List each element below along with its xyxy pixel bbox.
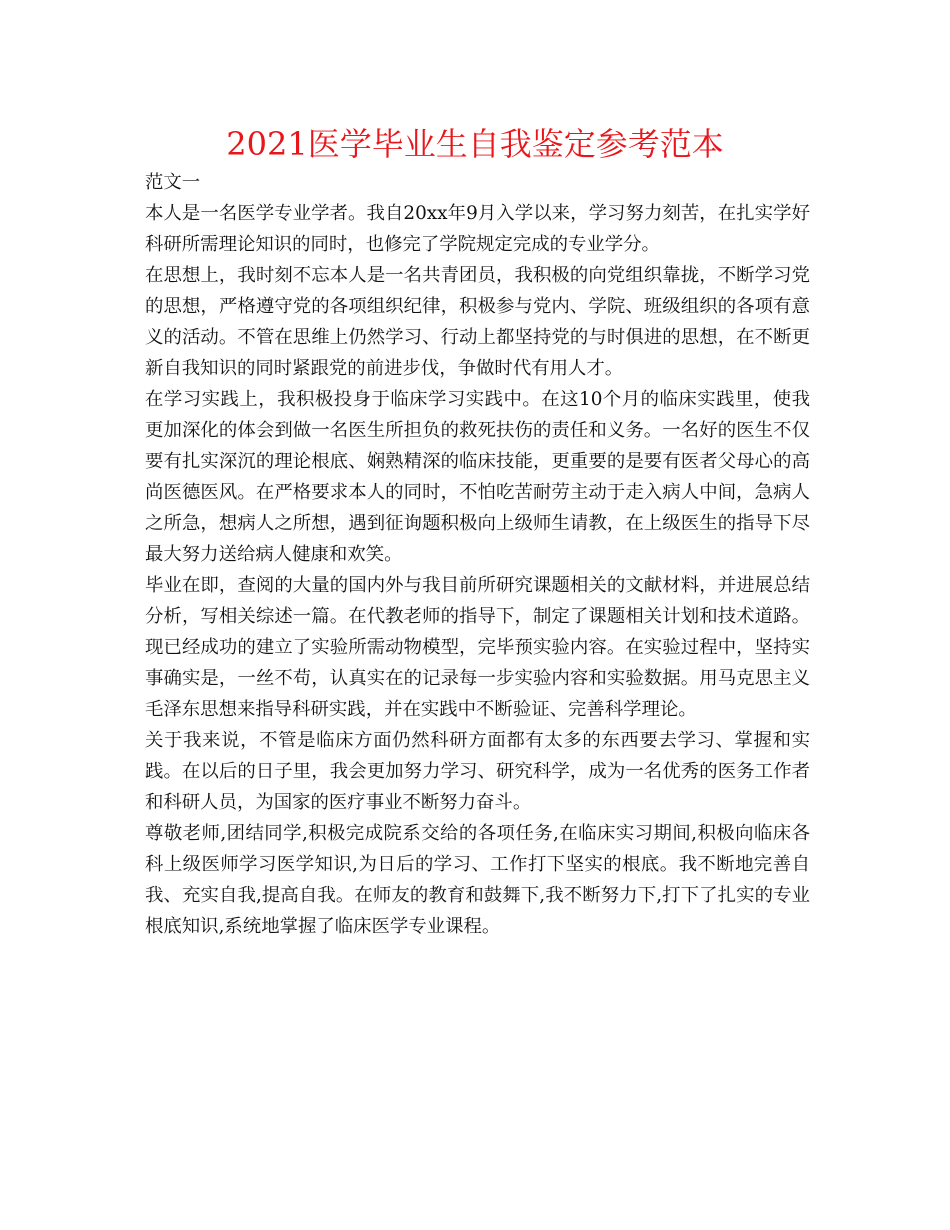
paragraph: 尊敬老师,团结同学,积极完成院系交给的各项任务,在临床实习期间,积极向临床各科上级医师学习医学知识,为日后的学习、工作打下坚实的根底。我不断地完善自我、充实自我,提高自我。在师友的教育和鼓舞下,我不断努力下,打下了扎实的专业根底知识,系统地掌握了临床医学专业课程。: [145, 823, 810, 937]
document-body: [145, 167, 810, 942]
paragraph: 毕业在即，查阅的大量的国内外与我目前所研究课题相关的文献材料，并进展总结分析，写相关综述一篇。在代教老师的指导下，制定了课题相关计划和技术道路。现已经成功的建立了实验所需动物模型，完毕预实验内容。在实验过程中，坚持实事确实是，一丝不苟，认真实在的记录每一步实验内容和实验数据。用马克思主义毛泽东思想来指导科研实践，并在实践中不断验证、完善科学理论。: [145, 575, 810, 720]
paragraph: 关于我来说，不管是临床方面仍然科研方面都有太多的东西要去学习、掌握和实践。在以后的日子里，我会更加努力学习、研究科学，成为一名优秀的医务工作者和科研人员，为国家的医疗事业不断努力奋斗。: [145, 730, 810, 813]
section-label: 范文一: [145, 172, 201, 193]
paragraph: 在学习实践上，我积极投身于临床学习实践中。在这10个月的临床实践里，使我更加深化的体会到做一名医生所担负的救死扶伤的责任和义务。一名好的医生不仅要有扎实深沉的理论根底、娴熟精深的临床技能，更重要的是要有医者父母心的高尚医德医风。在严格要求本人的同时，不怕吃苦耐劳主动于走入病人中间，急病人之所急，想病人之所想，遇到征询题积极向上级师生请教，在上级医生的指导下尽最大努力送给病人健康和欢笑。: [145, 389, 810, 565]
paragraph: 在思想上，我时刻不忘本人是一名共青团员，我积极的向党组织靠拢，不断学习党的思想，严格遵守党的各项组织纪律，积极参与党内、学院、班级组织的各项有意义的活动。不管在思维上仍然学习、行动上都坚持党的与时俱进的思想，在不断更新自我知识的同时紧跟党的前进步伐，争做时代有用人才。: [145, 265, 810, 379]
document-title: 2021医学毕业生自我鉴定参考范本: [226, 125, 724, 163]
paragraph: 本人是一名医学专业学者。我自20xx年9月入学以来，学习努力刻苦，在扎实学好科研所需理论知识的同时，也修完了学院规定完成的专业学分。: [145, 203, 810, 255]
